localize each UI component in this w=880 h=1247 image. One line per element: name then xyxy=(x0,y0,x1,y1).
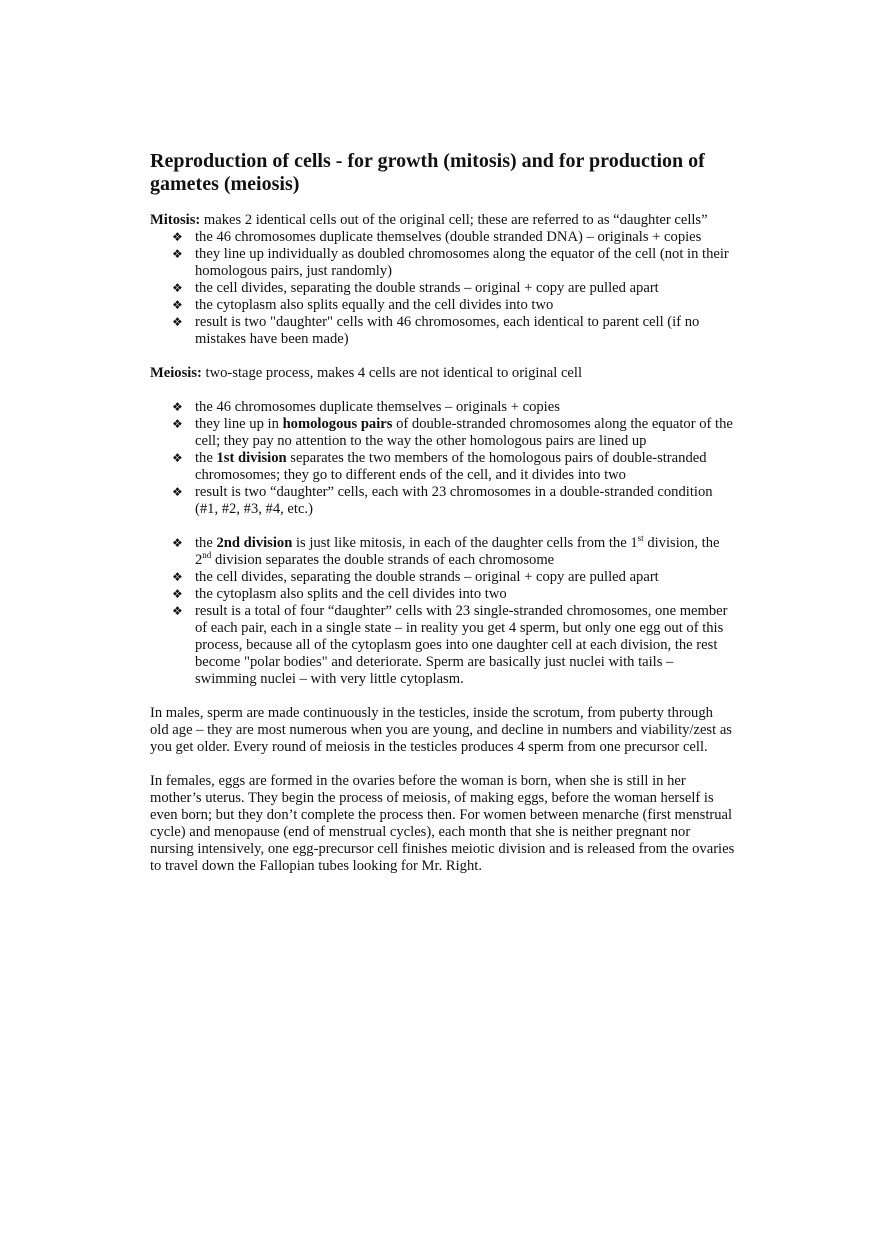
meiosis-intro xyxy=(150,365,735,382)
page-title: Reproduction of cells - for growth (mitosis) and for production of gametes (meiosis) xyxy=(150,150,705,195)
list-item: ❖ the cytoplasm also splits equally and the cell divides into two xyxy=(172,297,554,313)
document-page xyxy=(150,150,735,875)
list-item: ❖ the cytoplasm also splits and the cell divides into two xyxy=(172,586,507,602)
mitosis-label: Mitosis: xyxy=(150,212,201,228)
list-item: ❖ the cell divides, separating the double strands – original + copy are pulled apart xyxy=(172,569,659,585)
meiosis-first-stage-list xyxy=(150,399,735,518)
list-item: ❖ result is two “daughter” cells, each with 23 chromosomes in a double-stranded condition (#1, #2, #3, #4, etc.) xyxy=(172,484,713,517)
mitosis-intro-text: makes 2 identical cells out of the original cell; these are referred to as “daughter cells” xyxy=(200,212,708,228)
list-item: ❖ the cell divides, separating the double strands – original + copy are pulled apart xyxy=(172,280,659,296)
diamond-bullet-icon: ❖ xyxy=(172,298,183,312)
list-item: ❖ they line up in homologous pairs of double-stranded chromosomes along the equator of the cell; they pay no attention to the way the other homologous pairs are lined up xyxy=(172,416,733,449)
diamond-bullet-icon: ❖ xyxy=(172,604,183,618)
list-item: ❖ result is two "daughter" cells with 46 chromosomes, each identical to parent cell (if no mistakes have been made) xyxy=(172,314,700,347)
diamond-bullet-icon: ❖ xyxy=(172,315,183,329)
diamond-bullet-icon: ❖ xyxy=(172,247,183,261)
mitosis-intro xyxy=(150,212,735,229)
meiosis-second-stage-list xyxy=(150,535,735,688)
list-item: ❖ the 46 chromosomes duplicate themselves – originals + copies xyxy=(172,399,560,415)
mitosis-bullet-list xyxy=(150,229,735,348)
diamond-bullet-icon: ❖ xyxy=(172,230,183,244)
diamond-bullet-icon: ❖ xyxy=(172,281,183,295)
diamond-bullet-icon: ❖ xyxy=(172,587,183,601)
diamond-bullet-icon: ❖ xyxy=(172,417,183,431)
males-paragraph: In males, sperm are made continuously in the testicles, inside the scrotum, from puberty through old age – they are most numerous when you are young, and decline in numbers and viability/zest as you get older. Every round of meiosis in the testicles produces 4 sperm from one precursor cell. xyxy=(150,705,732,755)
list-item: ❖ the 2nd division is just like mitosis, in each of the daughter cells from the 1st division, the 2nd division separates the double strands of each chromosome xyxy=(172,533,720,568)
list-item: ❖ the 1st division separates the two members of the homologous pairs of double-stranded chromosomes; they go to different ends of the cell, and it divides into two xyxy=(172,450,707,483)
diamond-bullet-icon: ❖ xyxy=(172,536,183,550)
meiosis-intro-text: two-stage process, makes 4 cells are not identical to original cell xyxy=(201,365,583,381)
list-item: ❖ they line up individually as doubled chromosomes along the equator of the cell (not in their homologous pairs, just randomly) xyxy=(172,246,729,279)
diamond-bullet-icon: ❖ xyxy=(172,400,183,414)
list-item: ❖ the 46 chromosomes duplicate themselves (double stranded DNA) – originals + copies xyxy=(172,229,702,245)
diamond-bullet-icon: ❖ xyxy=(172,451,183,465)
females-paragraph: In females, eggs are formed in the ovaries before the woman is born, when she is still in her mother’s uterus. They begin the process of meiosis, of making eggs, before the woman herself is even born; but they don’t complete the process then. For women between menarche (first menstrual cycle) and menopause (end of menstrual cycles), each month that she is neither pregnant nor nursing intensively, one egg-precursor cell finishes meiotic division and is released from the ovaries to travel down the Fallopian tubes looking for Mr. Right. xyxy=(150,773,735,874)
diamond-bullet-icon: ❖ xyxy=(172,485,183,499)
list-item: ❖ result is a total of four “daughter” cells with 23 single-stranded chromosomes, one member of each pair, each in a single state – in reality you get 4 sperm, but only one egg out of this process, because all of the cytoplasm goes into one daughter cell at each division, the rest become "polar bodies" and deteriorate. Sperm are basically just nuclei with tails – swimming nuclei – with very little cytoplasm. xyxy=(172,603,728,687)
diamond-bullet-icon: ❖ xyxy=(172,570,183,584)
meiosis-label: Meiosis: xyxy=(150,365,202,381)
